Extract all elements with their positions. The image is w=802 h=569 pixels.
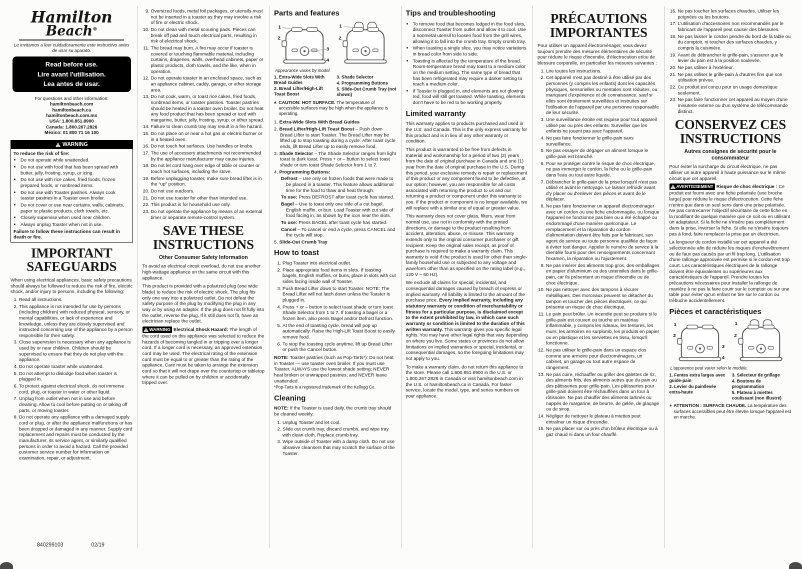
- legend-item: 3. Shade Selector: [336, 74, 374, 80]
- safeguard-item: 5. Do not attempt to dislodge food when toaster is plugged in.: [19, 370, 133, 382]
- phone-number: Canada: 1.800.267.2826: [45, 124, 98, 130]
- note-label: NOTE:: [274, 354, 289, 360]
- read-before-use-box: [13, 57, 131, 92]
- safeguard-item: 2. This appliance is not intended for use by persons (including children) with reduced physical, sensory, or mental capabilities, or lack of experience and knowledge, unless they are closely supervised and instructed concerning use of the appliance by a person responsible for their safety.: [19, 303, 133, 338]
- toast-step: 2. Place appropriate food items in slots. If toasting bagels, English muffins, or buns, place in slots with cut sides facing inside wall of Toaster.: [283, 267, 397, 284]
- programming-button-desc: [281, 194, 396, 200]
- manual-panels: [6, 6, 796, 558]
- title-line-1: CONSERVEZ CES: [674, 117, 786, 133]
- precaution-item: 6. Pour se protéger contre le risque de choc électrique, ne pas immerger le cordon, la fiche ou le grille-pain dans l'eau ou tout autre liquide.: [546, 160, 660, 177]
- readbox-line-fr: Lire avant l'utilisation.: [37, 70, 106, 78]
- precaution-item: 16. Ne pas toucher les surfaces chaudes. Utiliser les poignées ou les boutons.: [678, 8, 792, 20]
- svg-text:2: 2: [277, 36, 281, 42]
- cleaning-step: 3. Wipe outside of Toaster with a damp cloth. Do not use abrasive cleansers that may scratch the surface of the Toaster.: [283, 439, 397, 456]
- button-desc: – To cancel or end a cycle, press CANCEL and the cycle will stop.: [286, 226, 396, 238]
- legend-item: 5. Slide-Out Crumb Tray (not shown): [336, 86, 397, 97]
- button-desc: Press BAGEL after toast cycle has started.: [297, 219, 388, 225]
- precautions-list-2: [669, 8, 791, 114]
- precautions-list-1: [538, 68, 660, 438]
- precaution-item: 22. Ce produit est conçu pour un usage domestique seulement.: [678, 84, 792, 96]
- website-url: hamiltonbeach.com: [50, 101, 94, 107]
- contact-intro: For questions and other information:: [34, 95, 109, 101]
- safeguard-item: 21. Do not use toaster for other than intended use.: [151, 195, 265, 201]
- toaster-figures-fr: [669, 319, 791, 365]
- safeguard-item: 19. Before unplugging toaster, make sure bread lifter is in the "up" position.: [151, 175, 265, 187]
- precaution-item: 9. Ne pas insérer des aliments trop gros, des emballages en papier d'aluminium ou des ustensiles dans le grille-pain, car ils présentent un risque d'incendie ou de choc électrique.: [546, 262, 660, 285]
- button-desc: Press DEFROST after toast cycle has started.: [297, 194, 395, 200]
- warning-word: WARNING: [149, 327, 171, 333]
- spanish-notice: Le invitamos a leer cuidadosamente este instructivo antes de usar su aparato.: [13, 42, 130, 54]
- svg-text:1: 1: [734, 322, 738, 328]
- toast-step: 4. Press + or – button to select toast shade or turn toast Shade Selector from 1 to 7. If toasting a bagel or a frozen item, also press Bagel and/or Defrost function.: [283, 304, 397, 321]
- hot-surface-attention-fr: [669, 403, 791, 420]
- parts-legend: [274, 75, 396, 98]
- pieces-title: Pièces et caractéristiques: [669, 307, 762, 316]
- warning-word: WARNING: [62, 141, 88, 148]
- safeguard-item: 10. Do not clean with metal scouring pads. Pieces can break off pad and touch electrical parts, resulting in risk of electrical shock.: [151, 26, 265, 43]
- attention-text: La température des surfaces accessibles peut être élevée lorsque l'appareil est en marche.: [673, 403, 791, 420]
- toaster-figures: [274, 21, 396, 67]
- toaster-with-toast-illustration: [733, 319, 789, 365]
- parts-features-title: Parts and features: [274, 9, 340, 18]
- precaution-item: 5. Ne pas essayer de dégager un aliment lorsque le grille-pain est branché.: [546, 148, 660, 160]
- legend-item: 1. Extra-Wide Slots With Bread Guides: [274, 74, 325, 86]
- toaster-front-illustration: [277, 21, 333, 67]
- overload-paragraph: To avoid an electrical circuit overload, do not use another high-wattage appliance on the same circuit with this appliance.: [142, 263, 261, 281]
- precaution-item: 23. Ne pas faire fonctionner cet appareil au moyen d'une minuterie externe ou d'un système de télécommande distinct.: [678, 97, 792, 114]
- feature-name: Slide-Out Crumb Tray: [279, 238, 328, 245]
- warning-triangle-icon: [143, 327, 148, 332]
- website-list: [11, 102, 133, 119]
- fire-warning-box: [11, 140, 133, 243]
- warranty-text: We exclude all claims for special, incidental, and consequential damages caused by breach of express or implied warranty. All liability is limited to the amount of the purchase price.: [405, 279, 525, 303]
- precaution-item: 11. Le pain peut brûler. Un incendie peut se produire si le grille-pain est couvert ou touche un matériau inflammable, y compris les rideaux, les tentures, les murs, les armoires en surplomb, les produits en papier ou en plastique et les serviettes en tissu, lorsqu'il fonctionne.: [546, 311, 660, 346]
- logo-beach-word: Beach: [45, 23, 93, 39]
- legend-left: [669, 372, 729, 401]
- panel-cover: [6, 6, 138, 548]
- how-to-toast-title: How to toast: [274, 248, 319, 258]
- cleaning-note: [274, 405, 396, 417]
- svg-text:4: 4: [721, 356, 725, 362]
- feature-number: 3.: [274, 150, 278, 156]
- warranty-paragraph: This warranty applies to products purchased and used in the U.S. and Canada. This is the only express warranty for this product and is in lieu of any other warranty or condition.: [405, 120, 528, 144]
- safeguard-item: 4. Do not operate toaster while unattended.: [19, 364, 133, 370]
- fire-warning-item: • Do not use with Toaster pastries. Always cook toaster pastries in a Toaster oven broiler.: [21, 189, 130, 201]
- logo-underline: [19, 40, 124, 41]
- shock-hazard-paragraph: [142, 326, 264, 385]
- precautions-title: [538, 12, 660, 40]
- feature-name: Programming Buttons:: [279, 168, 331, 175]
- cleaning-step: 2. Slide out crumb tray, discard crumbs, and wipe tray with clean cloth. Replace crumb tray.: [283, 426, 397, 438]
- overload-paragraph-fr: Pour éviter la surcharge du circuit électrique, ne pas utiliser un autre appareil à haute puissance sur le même circuit que cet appareil.: [669, 163, 786, 181]
- website-url: hamiltonbeach.com.mx: [46, 113, 98, 119]
- feature-name: Extra-Wide Slots With Bread Guides: [279, 119, 360, 125]
- precaution-item: 2. Cet appareil n'est pas destiné à être utilisé par des personnes (y compris les enfants) dont les capacités physiques, sensorielles ou mentales sont réduites, ou manquant d'expérience et de connaissance, sauf si elles sont étroitement surveillées et instruites sur l'utilisation de l'appareil par une personne responsable de leur sécurité.: [546, 75, 660, 116]
- save-instructions-title: [142, 224, 264, 252]
- safeguards-intro: When using electrical appliances, basic safety precautions should always be followed to reduce the risk of fire, electric shock, and/or injury to persons, including the following:: [10, 276, 133, 295]
- title-line-2: INSTRUCTIONS: [152, 236, 254, 252]
- button-desc: – Use only on frozen foods that were made to be placed in a toaster. This feature allows additional time for the food to thaw and heat through.: [286, 175, 394, 193]
- fire-warning-item: • Do not cover or use near curtains, walls, cabinets, paper or plastic products, cloth towels, etc.: [21, 202, 130, 214]
- button-name: Cancel: [281, 226, 297, 232]
- button-name: Bagel: [281, 200, 294, 207]
- note-text: If the Toaster is used daily, the crumb tray should be cleaned weekly.: [274, 405, 392, 417]
- legend-item: 1. Fentes extra larges avec guide-pain: [669, 372, 726, 383]
- warranty-bold-text: Every implied warranty, including any statutory warranty or condition of merchantability or fitness for a particular purpose, is disclaimed except to the extent prohibited by law, in which case such warranty or condition is limited to the duration of this written warranty.: [405, 297, 525, 332]
- attention-label: ATTENTION : SURFACE CHAUDE.: [673, 403, 747, 409]
- other-safety-title: Other Consumer Safety Information: [158, 254, 248, 261]
- tips-list: [406, 21, 528, 106]
- hamilton-beach-logo: [11, 10, 133, 41]
- tip-item: • To remove food that becomes lodged in the food slots, disconnect Toaster from outlet and allow it to cool. Use a nonmetal utensil to loosen food from the grill wires, allowing it to fall into the crumb tray. Empty crumb tray.: [413, 21, 528, 44]
- autres-consignes-title: Autres consignes de sécurité pour le consommateur: [684, 148, 777, 162]
- tip-item: • If Toaster is plugged in, and elements are not glowing red, food will still get toasted. While toasting, elements don't have to be red to be working properly.: [413, 88, 528, 105]
- tip-item: • Toasting is affected by the temperature of the bread. Room-temperature bread may toast to a medium color on the medium setting. The same type of bread that has been refrigerated may require a darker setting to reach a medium color.: [413, 58, 528, 87]
- safeguard-item: 7. Unplug from outlet when not in use and before cleaning. Allow to cool before putting on or taking off parts, or moving toaster.: [19, 396, 133, 413]
- fire-warning-item: • Do not use with food that has been spread with butter, jelly, frosting, syrup, or icing.: [21, 164, 130, 176]
- precaution-item: 4. Ne pas faire fonctionner le grille-pain sans surveillance.: [546, 135, 660, 147]
- fire-warning-list: [14, 157, 130, 227]
- legend-right: [337, 75, 397, 98]
- warranty-paragraph: This product is warranted to be free from defects in material and workmanship for a period of two (2) years from the date of original purchase in Canada and one (1) year from the date of original purchase in the U.S. During this period, your exclusive remedy is repair or replacement of this product or any component found to be defective, at our option; however, you are responsible for all costs associated with returning the product to us and our returning a product or component under this warranty to you. If the product or component is no longer available, we will replace with a similar one of equal or greater value.: [405, 146, 528, 211]
- safeguard-item: 12. Do not operate toaster in an enclosed space, such as an appliance cabinet, caddy, garage, or other storage area.: [151, 75, 265, 92]
- legend-item: 2. Levier du pain/levée extra-haute: [669, 383, 717, 395]
- toast-step: 6. To stop the toasting cycle anytime, lift up Bread Lifter or push the Cancel button.: [283, 341, 397, 353]
- precaution-item: 19. Avant de débrancher le grille-pain, s'assurer que le levier du pain est à la position soulevée.: [678, 52, 792, 64]
- shock-hazard-lead: Electrical Shock Hazard:: [173, 326, 229, 332]
- shock-hazard-paragraph-fr: [669, 184, 791, 237]
- document-footer: [37, 542, 132, 549]
- safeguard-item: 16. Do not touch hot surfaces. Use handles or knobs.: [151, 143, 265, 149]
- precaution-item: 18. Ne pas laisser le cordon pendre du bord de la table ou du comptoir, ni toucher des surfaces chaudes, y compris la cuisinière.: [678, 33, 792, 50]
- precaution-item: 1. Lire toutes les instructions.: [546, 68, 660, 74]
- registered-mark: ®: [92, 26, 98, 32]
- phone-list: [11, 119, 133, 136]
- safeguard-item: 22. This product is for household use only.: [151, 202, 265, 208]
- note-text: Toaster pastries (such as Pop-Tarts*): Do not heat in Toaster — use toaster oven broiler. If you must use Toaster, ALWAYS use the lowest shade setting; NEVER heat broken or unwrapped pastries; and NEVER leave unattended.: [274, 354, 394, 384]
- title-line-1: IMPORTANT: [31, 245, 113, 261]
- toaster-with-toast-illustration: [338, 21, 394, 67]
- programming-button-desc: [281, 176, 396, 193]
- precaution-item: 8. Ne pas faire fonctionner un appareil électroménager avec un cordon ou une fiche endommagée, ou lorsque l'appareil ne fonctionne pas bien ou a été échappé ou endommagé d'une manière quelconque. Le remplacement et la réparation du cordon d'alimentation doivent être faits par le fabricant, son agent de service ou toute personne qualifiée de façon à éviter tout danger. Appeler le numéro de service à la clientèle fourni pour des renseignements concernant l'examen, la réparation ou l'ajustement.: [546, 203, 660, 261]
- feature-item: [274, 126, 396, 149]
- panel-parts-features: [270, 6, 402, 548]
- programming-button-desc: [281, 226, 396, 238]
- appearance-caption: Appearance varies by model.: [275, 67, 331, 73]
- panel-safeguards-continued: [138, 6, 270, 548]
- toast-step: 5. At the end of toasting cycle, bread will pop up automatically. Raise the High-Lift Toast Boost to easily remove food.: [283, 322, 397, 339]
- safeguard-item: 1. Read all instructions.: [19, 296, 133, 302]
- title-line-2: IMPORTANTES: [549, 24, 648, 40]
- safeguard-item: 6. To protect against electrical shock, do not immerse cord, plug, or toaster in water or other liquid.: [19, 383, 133, 395]
- warranty-text: This warranty gives you specific legal rights. You may have other legal rights that vary depending on where you live. Some states or provinces do not allow limitations on implied warranties or special, incidental, or consequential damages, so the foregoing limitations may not apply to you.: [405, 326, 528, 361]
- precaution-item: 20. Ne pas utiliser à l'extérieur.: [678, 64, 792, 70]
- legend-item: 4. Programming Buttons: [336, 80, 388, 86]
- cleaning-title: Cleaning: [274, 393, 306, 403]
- note-label: NOTE:: [274, 405, 289, 411]
- hot-surface-icon: [274, 100, 277, 105]
- readbox-line-en: Read before use.: [45, 60, 98, 69]
- phone-number: México: 01 800 71 16 100: [44, 130, 99, 136]
- polarized-plug-paragraph: This product is provided with a polarized plug (one wide blade) to reduce the risk of electric shock. The plug fits only one way into a polarized outlet. Do not defeat the safety purpose of the plug by modifying the plug in any way or by using an adapter. If the plug does not fit fully into the outlet, reverse the plug. If it still does not fit, have an electrician replace the outlet.: [142, 283, 265, 324]
- readbox-line-es: Lea antes de usar.: [43, 80, 100, 88]
- hot-surface-icon: [669, 403, 671, 408]
- page-corner-mark-right: [789, 562, 802, 569]
- svg-text:1: 1: [278, 25, 282, 31]
- feature-name: Bread Lifter/High-Lift Toast Boost: [279, 126, 355, 132]
- cord-length-paragraph-fr: La longueur du cordon installé sur cet appareil a été sélectionnée afin de réduire les risques d'enchevêtrement ou de faux pas causés par un fil trop long. L'utilisation d'une rallonge approuvée est permise si le cordon est trop court. Les caractéristiques électriques de la rallonge doivent être équivalentes ou supérieures aux caractéristiques de l'appareil. Prendre toutes les précautions nécessaires pour installer la rallonge de manière à ne pas la faire courir sur le comptoir ou sur une table pour éviter qu'un enfant ne tire sur le cordon ou trébuche accidentellement.: [669, 239, 790, 303]
- svg-text:4: 4: [326, 58, 330, 64]
- shock-hazard-lead-fr: Risque de choc électrique :: [716, 183, 778, 190]
- panel-tips-warranty: [401, 6, 533, 548]
- safeguard-item: 8. Do not operate any appliance with a damaged supply cord or plug, or after the appliance malfunctions or has been dropped or damaged in any manner. Supply cord replacement and repairs must be conducted by the manufacturer, its service agent, or similarly qualified persons in order to avoid a hazard. Call the provided customer service number for information on examination, repair, or adjustment.: [19, 414, 133, 461]
- appearance-caption-fr: L'apparence peut varier selon le modèle.: [670, 365, 748, 371]
- warning-footer: Failure to follow these instructions can result in death or fire.: [13, 228, 121, 240]
- fire-warning-item: • Closely supervise when used near children.: [21, 215, 130, 221]
- part-number: 840299103: [37, 542, 64, 548]
- precaution-item: 13. Ne pas cuire, réchauffer ou griller des galettes de riz, des aliments frits, des aliments autres que du pain ou des pâtisseries pour grille-pain. Les pâtisseries pour grille-pain doivent être réchauffées dans un four à rôtissoire. Ne pas chauffer des aliments tartinés ou nappés de margarine, de beurre, de gelée, de glaçage ou de sirop.: [546, 371, 660, 412]
- feature-item: [274, 150, 396, 167]
- svg-text:3: 3: [721, 345, 725, 351]
- legend-item: 3. Sélecteur de grillage: [731, 372, 780, 378]
- title-line-1: SAVE THESE: [162, 223, 244, 239]
- legend-right: [732, 372, 792, 401]
- feature-number: 4.: [274, 168, 278, 175]
- hot-surface-caution: [274, 100, 396, 117]
- title-line-2: INSTRUCTIONS: [679, 130, 781, 146]
- logo-text-hamilton: Hamilton: [30, 8, 113, 27]
- cleaning-steps: [274, 419, 396, 456]
- safeguard-item: 14. Failure to clean crumb tray may result in a fire hazard.: [151, 124, 265, 130]
- precaution-item: 14. Négliger de nettoyer le plateau à miettes peut entraîner un risque d'incendie.: [546, 413, 660, 425]
- safeguard-item: 11. The bread may burn. A fire may occur if toaster is covered or touching flammable material, including curtains, draperies, walls, overhead cabinets, paper or plastic products, cloth towels, and the like, when in operation.: [151, 45, 265, 74]
- warranty-paragraph: This warranty does not cover glass, filters, wear from normal use, use not in conformity with the printed directions, or damage to the product resulting from accident, alteration, abuse, or misuse. This warranty extends only to the original consumer purchaser or gift recipient. Keep the original sales receipt, as proof of purchase is required to make a warranty claim. This warranty is void if the product is used for other than single-family household use or subjected to any voltage and waveform other than as specified on the rating label (e.g., 120 V ~ 60 Hz).: [405, 213, 528, 277]
- conservez-title: [669, 118, 791, 146]
- safeguard-item: 3. Close supervision is necessary when any appliance is used by or near children. Children should be supervised to ensure that they do not play with the appliance.: [19, 339, 133, 362]
- fire-warning-item: • Always unplug Toaster when not in use.: [21, 221, 130, 227]
- panel-precautions-continued: [665, 6, 796, 548]
- precautions-intro: Pour utiliser un appareil électroménager, vous devez toujours prendre des mesures élémentaires de sécurité pour réduire le risque d'incendie, d'électrocution et/ou de blessure corporelle, en particulier les mesures suivantes :: [537, 42, 657, 66]
- svg-text:2: 2: [338, 36, 342, 42]
- svg-text:2: 2: [673, 334, 676, 340]
- safeguard-item: 23. Do not operate the appliance by means of an external timer or separate remote-control system.: [151, 209, 265, 221]
- svg-text:1: 1: [339, 24, 343, 30]
- feature-number: 5.: [274, 238, 278, 245]
- caution-label: CAUTION: HOT SURFACE.: [278, 99, 336, 105]
- tips-title: Tips and troubleshooting: [405, 9, 496, 18]
- precaution-item: 12. Ne pas utiliser le grille-pain dans un espace clos comme une armoire pour électroménagers, un cabinet, un garage ou tout autre espace de rangement.: [546, 347, 660, 370]
- feature-desc: – Push down Bread Lifter to start Toaster. The Bread Lifter may be lifted up to stop toasting during a cycle. After toast cycle ends, lift Bread Lifter up to easily remove food.: [280, 126, 396, 149]
- warranty-claim-paragraph: To make a warranty claim, do not return this appliance to the store. Please call 1.800.851.8900 in the U.S. or 1.800.267.2826 in Canada or visit hamiltonbeach.com in the U.S. or hamiltonbeach.ca in Canada. For faster service, locate the model, type, and series numbers on your appliance.: [405, 363, 524, 399]
- feature-number: 2.: [274, 126, 278, 132]
- feature-item: [274, 119, 396, 125]
- safeguard-item: 20. Do not use outdoors.: [151, 188, 265, 194]
- button-desc: – Use to toast only one side of a cut bagel, English muffin, or bun. Load Toaster with cut side of food facing in, as shown by the icon near the slots.: [286, 200, 394, 219]
- tip-item: • When toasting a single slice, you may notice variations in bread color from side to side.: [413, 45, 528, 57]
- button-name: To use:: [281, 194, 298, 200]
- trademark-note: *Pop-Tarts is a registered trademark of the Kellogg Co.: [274, 384, 376, 390]
- safeguard-item: 17. The use of accessory attachments not recommended by the appliance manufacturer may cause injuries.: [151, 150, 265, 162]
- important-safeguards-title: [11, 246, 133, 274]
- fire-warning-item: • Do not use with rice cakes, fried foods, frozen prepared foods, or nonbread items.: [21, 177, 130, 189]
- legend-item: 5. Plateau à miettes coulissant (non illustré): [731, 389, 782, 401]
- warning-triangle-icon: [670, 185, 675, 190]
- feature-desc: – The Shade Selector ranges from light toast to dark toast. Press + or – button to select toast shade or turn toast Shade Selector from 1 to 7.: [280, 150, 396, 168]
- feature-name: Shade Selector: [279, 150, 314, 156]
- precaution-item: 17. L'utilisation d'accessoires non recommandés par le fabricant de l'appareil peut causer des blessures.: [678, 21, 792, 33]
- contact-block: [11, 96, 133, 136]
- precaution-item: 15. Ne pas placer sur ou près d'un brûleur électrique ou à gaz chaud ni dans un four chauffé.: [546, 426, 660, 438]
- safeguards-list-2: [142, 8, 264, 220]
- toast-step: 3. Push Bread Lifter down to start Toaster. NOTE: The Bread Lifter will not latch down unless the Toaster is plugged in.: [283, 285, 397, 302]
- precaution-item: 7. Débrancher le grille-pain de la prise lorsqu'il n'est pas utilisé et avant le nettoyage. Le laisser refroidir avant d'y placer ou d'enlever des pièces et avant de le déplacer.: [546, 179, 660, 202]
- title-line-1: PRÉCAUTIONS: [550, 11, 647, 26]
- safeguard-item: 13. Do not cook, warm, or toast rice cakes, fried foods, nonbread items, or toaster pastries. Toaster pastries should be heated in a toaster oven broiler. Do not heat any food product that has been spread or iced with margarine, butter, jelly, frosting, syrup, or other spread.: [151, 94, 265, 123]
- feature-item: [274, 239, 396, 245]
- legend-left: [274, 75, 334, 98]
- safeguard-item: 18. Do not let cord hang over edge of table or counter or touch hot surfaces, including the stove.: [151, 163, 265, 175]
- button-name: Defrost: [281, 175, 298, 182]
- panel-precautions-fr: [533, 6, 665, 548]
- warning-subtitle: To reduce the risk of fire:: [13, 150, 70, 156]
- feature-item: [274, 169, 396, 175]
- warning-triangle-icon: [55, 142, 60, 147]
- precaution-item: 21. Ne pas utiliser le grille-pain à d'autres fins que son utilisation prévue.: [678, 71, 792, 83]
- website-url: hamiltonbeach.ca: [52, 107, 92, 113]
- programming-buttons-list: [274, 176, 396, 238]
- safeguard-item: 9. Oversized foods, metal foil packages, or utensils must not be inserted in a toaster as they may involve a risk of fire or electric shock.: [151, 8, 265, 25]
- logo-text-beach: [11, 25, 133, 39]
- toast-step: 1. Plug Toaster into electrical outlet.: [283, 260, 397, 266]
- feature-number: 1.: [274, 119, 278, 125]
- legend-item: 2. Bread Lifter/High-Lift Toast Boost: [274, 86, 323, 97]
- caution-text: The temperature of accessible surfaces may be high when the appliance is operating.: [278, 99, 389, 117]
- fire-warning-item: • Do not operate while unattended.: [21, 157, 130, 163]
- safeguard-item: 15. Do not place on or near a hot gas or electric burner or in a heated oven.: [151, 131, 265, 143]
- toaster-front-illustration: [672, 319, 728, 365]
- warranty-title: Limited warranty: [405, 109, 466, 118]
- warranty-paragraph: [406, 280, 528, 362]
- precaution-item: 10. Ne pas nettoyer avec des tampons à récurer métalliques. Des morceaux peuvent se détacher du tampon et toucher des pièces électriques, ce qui présente un risque de choc électrique.: [546, 287, 660, 310]
- precaution-item: 3. Une surveillance étroite est requise pour tout appareil utilisé par ou près des enfants. Surveiller que les enfants ne jouent pas avec l'appareil.: [546, 116, 660, 133]
- legend-item: 4. Boutons de programmation: [731, 378, 765, 389]
- avertissement-word: AVERTISSEMENT: [676, 184, 714, 190]
- parts-legend-fr: [669, 372, 791, 401]
- cord-length-text: The length of the cord used on this appliance was selected to reduce the hazards of becoming tangled in or tripping over a longer cord. If a longer cord is necessary, an approved extension cord may be used. The electrical rating of the extension cord must be equal to or greater than the rating of the appliance. Care must be taken to arrange the extension cord so that it will not drape over the countertop or tabletop where it can be pulled on by children or accidentally tripped over.: [142, 326, 265, 386]
- title-line-2: SAFEGUARDS: [26, 259, 117, 275]
- safeguards-list-1: [11, 296, 133, 460]
- button-name: To use:: [281, 219, 298, 225]
- svg-text:2: 2: [734, 334, 737, 340]
- page-corner-mark-left: [0, 562, 13, 569]
- programming-button-desc: [281, 201, 396, 218]
- how-to-toast-steps: [274, 260, 396, 352]
- warning-header-bar: [11, 140, 132, 149]
- svg-text:3: 3: [326, 47, 330, 53]
- cleaning-step: 1. Unplug Toaster and let cool.: [283, 419, 397, 425]
- programming-button-desc: [281, 219, 396, 225]
- polarized-text-fr: Ce produit est fourni avec une fiche polarisée (une broche large) pour réduire le risque d'électrocution. Cette fiche n'entre que dans un seul sens dans une prise polarisée. Ne pas contrecarrer l'objectif sécuritaire de cette fiche en la modifiant de quelque manière que ce soit ou en utilisant un adaptateur. Si la fiche ne s'insère pas complètement dans la prise, inverser la fiche. Si elle ne s'insère toujours pas à fond, faire remplacer la prise par un électricien.: [669, 183, 791, 237]
- phone-number: USA: 1.800.851.8900: [49, 118, 94, 124]
- pastries-note: [274, 354, 396, 383]
- revision-date: 02/19: [91, 542, 105, 548]
- svg-text:1: 1: [673, 323, 677, 329]
